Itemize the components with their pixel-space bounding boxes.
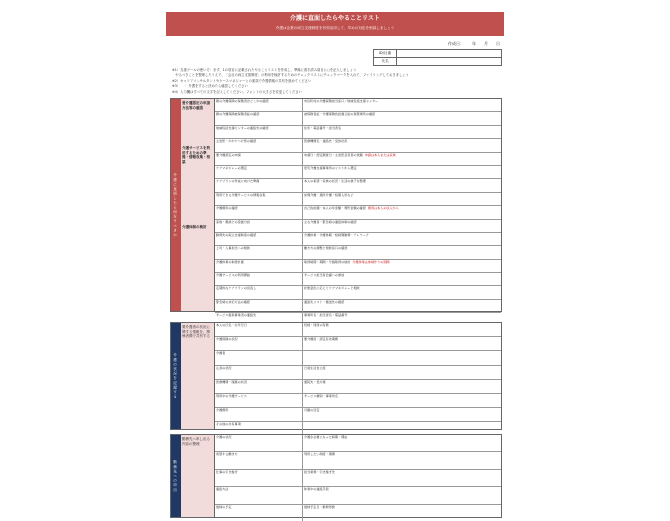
- row-answer[interactable]: [303, 260, 501, 272]
- row-answer-text: 働き方の調整と相談窓口の確認: [304, 246, 348, 251]
- row-question: 希望する働き方: [215, 452, 303, 468]
- checklist-row: [215, 193, 501, 206]
- checklist-row: [215, 179, 501, 192]
- row-answer[interactable]: [303, 233, 501, 245]
- row-answer[interactable]: [303, 470, 501, 486]
- row-answer[interactable]: [303, 505, 501, 521]
- row-answer[interactable]: [303, 126, 501, 138]
- row-answer[interactable]: [303, 220, 501, 232]
- checklist-row: [215, 153, 501, 166]
- row-question: 介護費用の確認: [215, 206, 303, 218]
- row-warning-text: 介護休業は体制作りの期間: [352, 259, 390, 264]
- row-answer-text: 訪問介護・通所介護・短期入所など: [304, 192, 354, 197]
- row-answer[interactable]: [303, 323, 501, 336]
- page-title: 介護に直面したらやることリスト: [290, 15, 380, 22]
- row-question: 家族・親族との役割分担: [215, 220, 303, 232]
- row-answer-text: 通院先・処方薬: [304, 379, 326, 384]
- checklist-row: [215, 366, 501, 380]
- row-answer[interactable]: [303, 435, 501, 451]
- checklist-row: [215, 323, 501, 337]
- row-question: 主治医・かかりつけ医の確認: [215, 139, 303, 151]
- section-side-label: 介護の状況を記録する: [171, 323, 181, 429]
- row-question: 医療機関・服薬の状況: [215, 380, 303, 393]
- date-label: 作成日： 年 月 日: [448, 41, 500, 46]
- row-answer-text: 主な介護者・緊急時の連絡体制の確認: [304, 219, 357, 224]
- row-answer-text: 状態変化に応じてケアマネジャーと相談: [304, 286, 360, 291]
- checklist-sheet: [166, 12, 504, 518]
- row-answer[interactable]: [303, 408, 501, 421]
- checklist-row: [215, 380, 501, 394]
- row-answer[interactable]: [303, 366, 501, 379]
- row-answer[interactable]: [303, 351, 501, 364]
- row-answer-text: 自己負担額・本人の年金額・預貯金額の確認: [304, 206, 366, 211]
- row-question: 利用中の介護サービス: [215, 394, 303, 407]
- checklist-row: [215, 233, 501, 246]
- checklist-row: [215, 99, 501, 112]
- checklist-row: [215, 351, 501, 365]
- row-question: ケアプランの作成に向けた準備: [215, 179, 303, 191]
- note-line: ※1）支援ツールの使い方：まず、1の項目に記載されたやることリストを作成し、準備に着手済み項目に○を記入しましょう: [172, 68, 357, 72]
- row-question: 連絡方法: [215, 487, 303, 503]
- row-question: その他の共有事項: [215, 422, 303, 435]
- checklist-row: [215, 286, 501, 299]
- checklist-row: [215, 166, 501, 179]
- row-answer-text: 連絡先リスト・搬送先の確認: [304, 299, 345, 304]
- row-question: 心身の状況: [215, 366, 303, 379]
- row-question: 介護者: [215, 351, 303, 364]
- page-subtitle: 介護は企業の両立支援制度を有効活用して、早めの対応を相談しましょう: [275, 26, 395, 30]
- checklist-row: [215, 470, 501, 487]
- checklist-row: [215, 220, 501, 233]
- row-answer-text: 取得時期・期間・分割取得の検討: [304, 259, 351, 264]
- section-report: [170, 434, 502, 518]
- row-answer[interactable]: [303, 139, 501, 151]
- row-answer-text: 市区町村の介護保険担当窓口／地域包括支援センター: [304, 99, 379, 103]
- row-answer[interactable]: [303, 452, 501, 468]
- checklist-row: [215, 206, 501, 219]
- row-answer-text: 復帰予定日・勤務形態: [304, 504, 335, 509]
- row-warning-text: 申請は本人または家族: [364, 152, 396, 157]
- checklist-row: [215, 246, 501, 259]
- row-answer-text: 担当業務・引き継ぎ先: [304, 469, 335, 474]
- row-answer-text: サービス種別・事業所名: [304, 393, 339, 398]
- category-label: 要介護認定の申請方法等の確認: [182, 101, 210, 110]
- row-answer[interactable]: [303, 273, 501, 285]
- section-category: 要介護者の状況に関する情報を、関係者間で共有する: [181, 323, 215, 429]
- checklist-row: [215, 394, 501, 408]
- note-line: ※4）入力欄はすべての文字を記入してください。フォントの大きさを変更してください: [172, 89, 302, 94]
- checklist-row: [215, 487, 501, 504]
- checklist-row: [215, 300, 501, 313]
- row-answer[interactable]: [303, 166, 501, 178]
- row-answer-text: 要介護度・認定有効期間: [304, 337, 339, 342]
- name-label: 氏名: [374, 58, 397, 65]
- row-question: 本人の氏名・生年月日: [215, 323, 303, 336]
- row-answer[interactable]: [303, 206, 501, 218]
- section-todo: [170, 98, 502, 318]
- row-answer[interactable]: [303, 286, 501, 298]
- checklist-row: [215, 126, 501, 139]
- checklist-row: [215, 408, 501, 422]
- row-answer-text: 医療機関名・連絡先・受診状況: [304, 139, 348, 144]
- row-answer[interactable]: [303, 112, 501, 124]
- checklist-row: [215, 452, 501, 469]
- id-input[interactable]: [397, 50, 501, 57]
- row-question: 介護保険の状況: [215, 337, 303, 350]
- row-answer[interactable]: [303, 380, 501, 393]
- row-answer[interactable]: [303, 337, 501, 350]
- checklist-row: [215, 260, 501, 273]
- row-answer-text: サービス担当者会議への参加: [304, 273, 345, 278]
- name-input[interactable]: [397, 58, 501, 65]
- row-question: 勤務先の両立支援制度の確認: [215, 233, 303, 245]
- row-question: 親の介護保険の保険者がどこかの確認: [215, 99, 303, 111]
- row-question: ケアマネジャーの選定: [215, 166, 303, 178]
- section-side-label: 勤務先への申出: [171, 435, 181, 517]
- row-answer-text: 居宅介護支援事業所のリストから選定: [304, 165, 357, 170]
- row-answer-text: 住所・電話番号・担当者名: [304, 125, 342, 130]
- row-answer-text: 介護休業・介護休暇・短時間勤務・テレワーク: [304, 232, 369, 237]
- section-categories: [181, 99, 215, 311]
- row-answer[interactable]: [303, 193, 501, 205]
- instructions: [172, 68, 498, 95]
- row-question: 介護の状況: [215, 435, 303, 451]
- section-record: [170, 322, 502, 430]
- checklist-row: [215, 139, 501, 152]
- row-answer-text: 続柄・同居の有無: [304, 323, 329, 327]
- row-answer[interactable]: [303, 487, 501, 503]
- row-answer-text: 休業中の連絡手段: [304, 487, 329, 492]
- row-question: 介護休業の取得計画: [215, 260, 303, 272]
- checklist-row: [215, 337, 501, 351]
- title-banner: [166, 12, 504, 36]
- category-label: 介護体制の検討: [182, 224, 207, 229]
- row-answer[interactable]: [303, 246, 501, 258]
- row-answer-text: 申請日・認定調査日・主治医意見書の依頼: [304, 152, 363, 157]
- row-answer-text: 利用したい制度・期間: [304, 452, 335, 457]
- row-answer-text: 本人の希望・家族の状況・生活の様子を整理: [304, 179, 366, 184]
- row-question: サービス提供事業者の連絡先: [215, 313, 303, 325]
- row-question: 地域包括支援センターの連絡先の確認: [215, 126, 303, 138]
- row-question: 定期的なケアプランの見直し: [215, 286, 303, 298]
- row-question: 要介護認定の申請: [215, 153, 303, 165]
- section-rows: [215, 323, 501, 429]
- row-answer-text: 被保険者証・介護保険負担割合証の保管場所の確認: [304, 112, 376, 117]
- section-rows: [215, 435, 501, 517]
- note-line: やるべきことを整理したうえで、「会社の両立支援制度」の利用を検討するためのチェックリストにチェックマークを入れて、ファイリングしておきましょう: [172, 73, 409, 78]
- row-answer[interactable]: [303, 153, 501, 165]
- section-side-label: 介護に直面したら何をすべきか: [171, 99, 181, 311]
- checklist-row: [215, 112, 501, 125]
- row-question: 緊急時の対応方法の確認: [215, 300, 303, 312]
- row-question: 親の介護保険被保険者証の確認: [215, 112, 303, 124]
- row-answer[interactable]: [303, 300, 501, 312]
- row-answer-text: 介護が必要になった時期・理由: [304, 435, 348, 439]
- id-box: [373, 49, 502, 66]
- row-warning-text: 費用は本人の収入から: [367, 206, 399, 211]
- row-answer[interactable]: [303, 179, 501, 191]
- row-question: 仕事の引き継ぎ: [215, 470, 303, 486]
- row-answer[interactable]: [303, 99, 501, 111]
- checklist-row: [215, 435, 501, 452]
- checklist-row: [215, 505, 501, 521]
- note-line: ※3） ：介護をすると決めたら確認してください: [172, 84, 248, 89]
- row-question: 介護サービスの利用開始: [215, 273, 303, 285]
- row-answer-text: 月額の目安: [304, 408, 320, 413]
- row-answer[interactable]: [303, 394, 501, 407]
- row-answer-text: 事業所名・担当者名・電話番号: [304, 313, 348, 318]
- row-question: 介護費用: [215, 408, 303, 421]
- row-question: 上司・人事担当への相談: [215, 246, 303, 258]
- row-answer-text: 日常生活自立度: [304, 365, 326, 370]
- note-line: ※2）キャリアコンサルタントやケースマネジャーとの面談で介護情報の共有を進めてください: [172, 78, 312, 83]
- row-question: 復帰の予定: [215, 505, 303, 521]
- row-question: 利用できる介護サービスの情報収集: [215, 193, 303, 205]
- id-label: ID/社番: [374, 50, 397, 57]
- section-rows: [215, 99, 501, 318]
- checklist-row: [215, 273, 501, 286]
- section-category: 勤務先へ申し出る内容の整理: [181, 435, 215, 517]
- category-label: 介護サービスを利用するための準備・情報収集・相談: [182, 146, 210, 164]
